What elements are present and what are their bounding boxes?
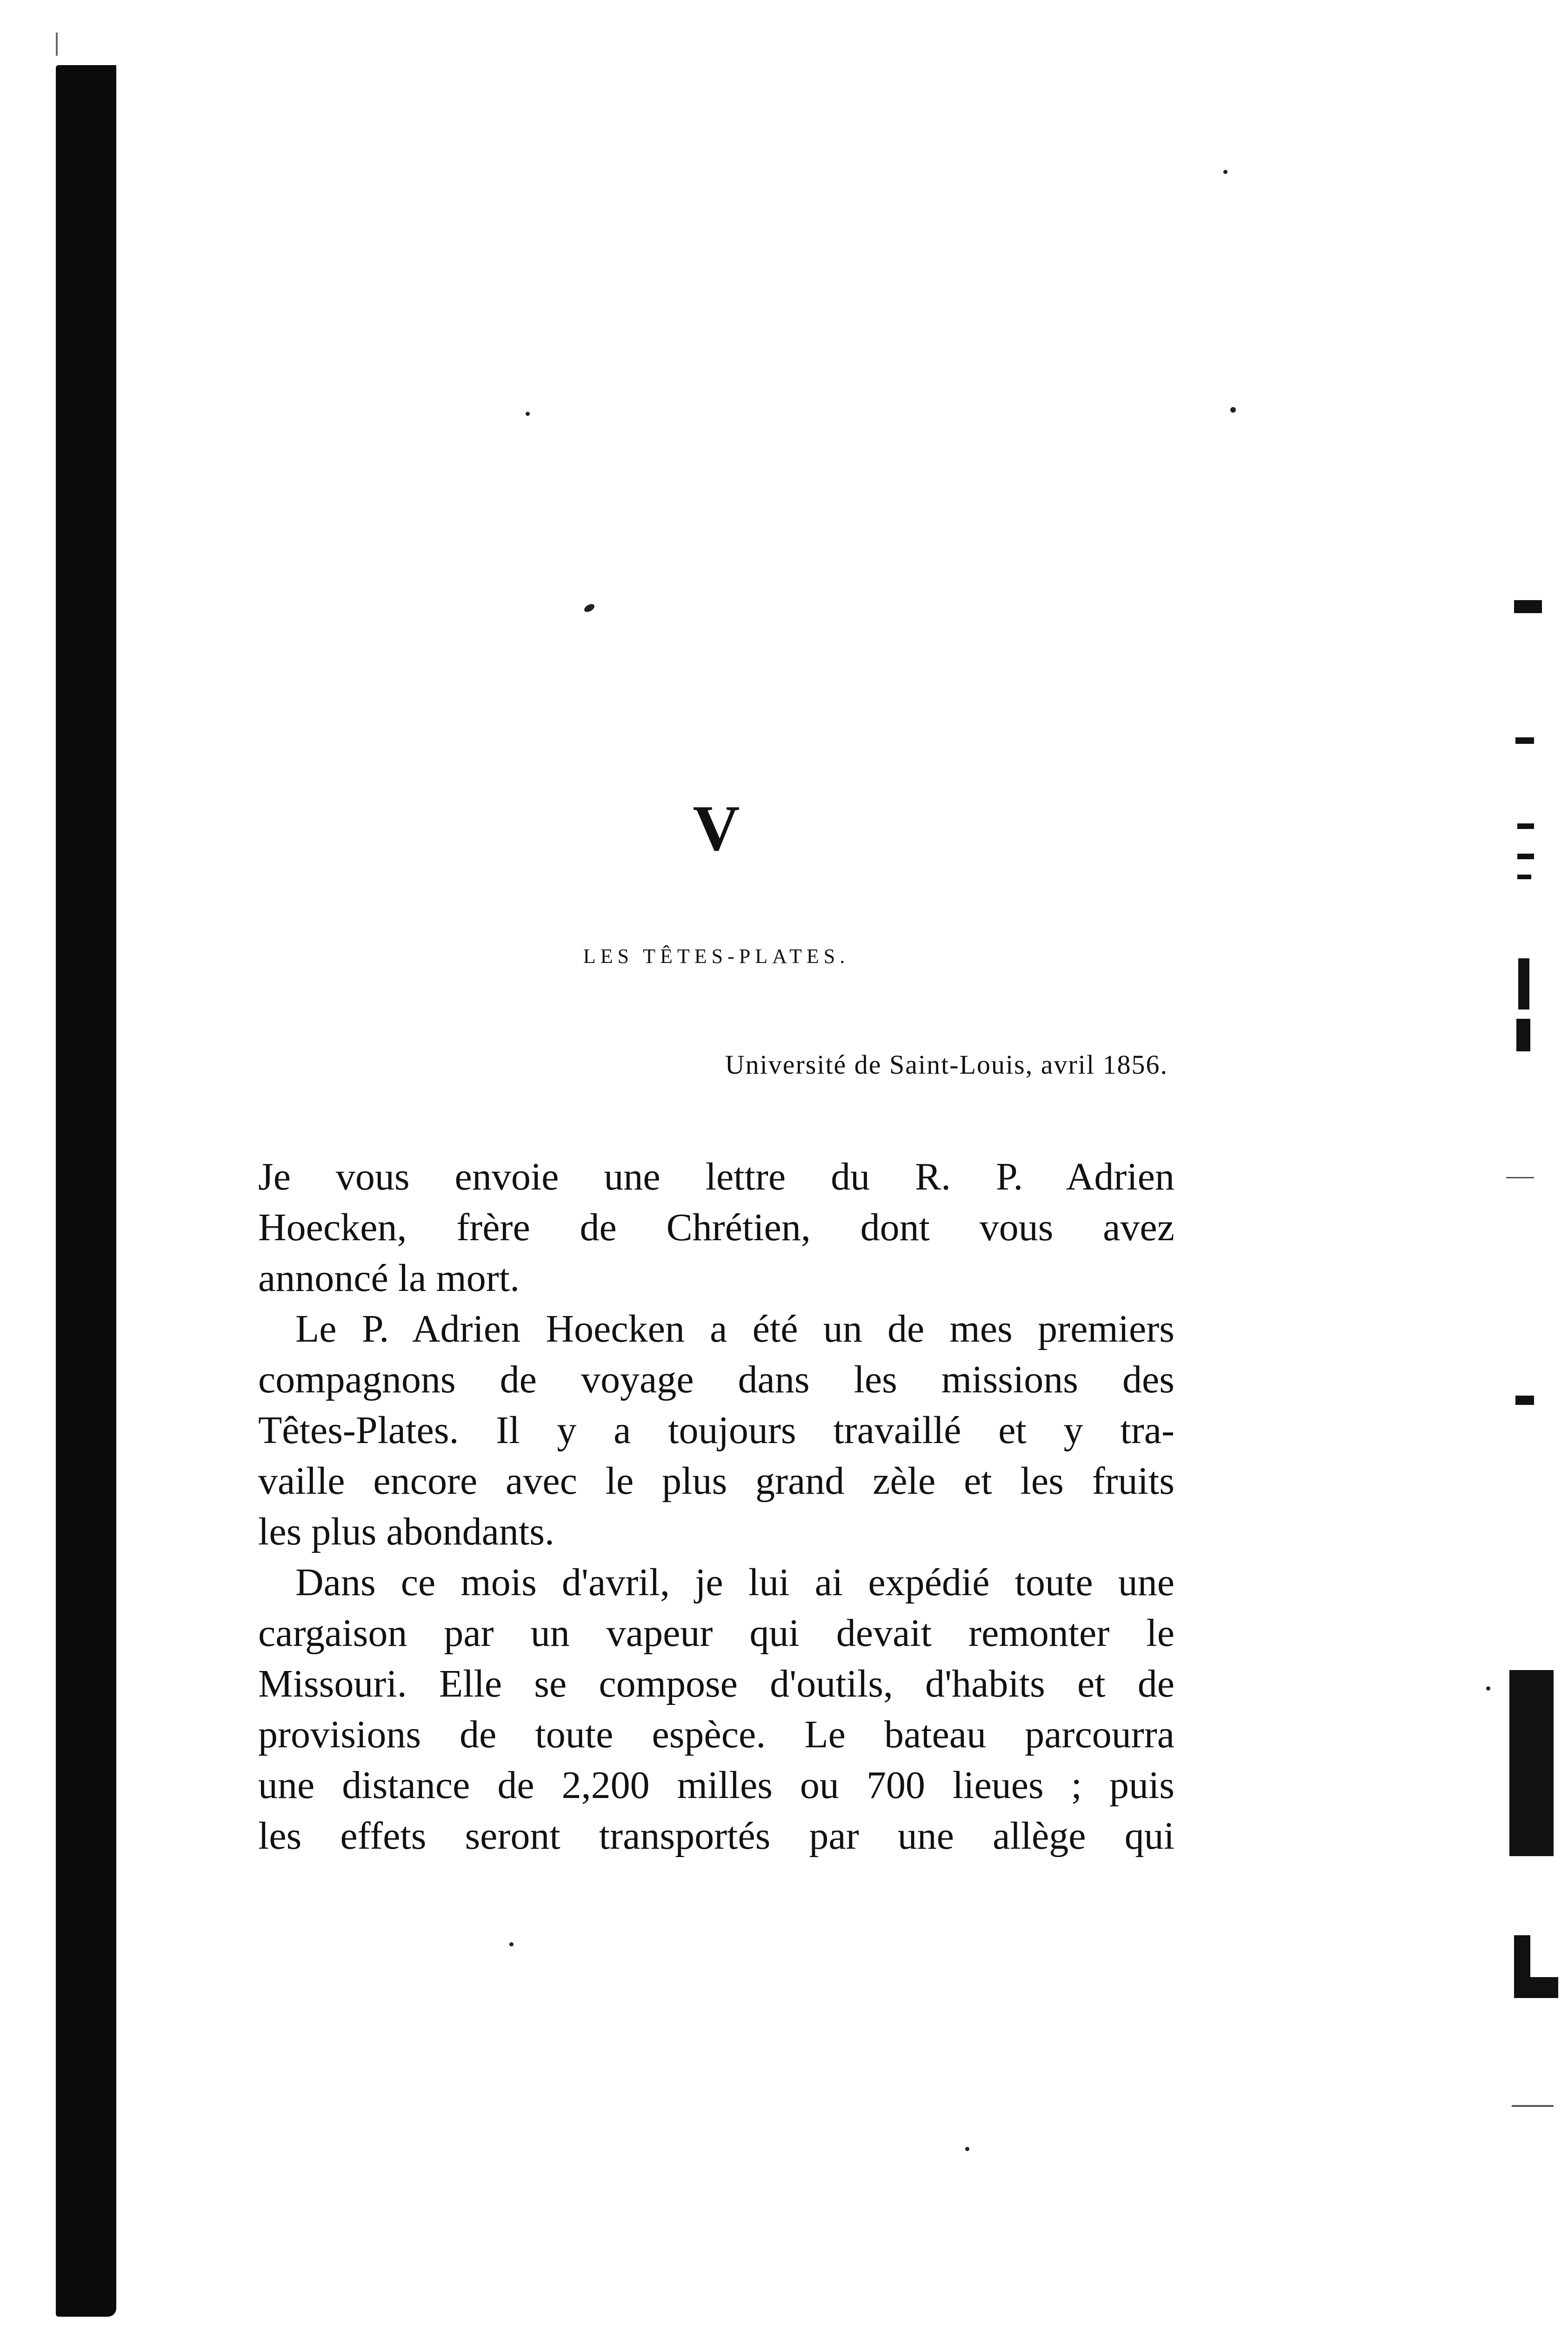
- scan-artifact: [1515, 737, 1534, 744]
- scan-speck: [583, 602, 596, 614]
- binding-edge: [56, 65, 116, 2317]
- text-line: Hoecken, frère de Chrétien, dont vous avez: [258, 1206, 1174, 1249]
- text-line: une distance de 2,200 milles ou 700 lieues ; puis: [258, 1764, 1174, 1807]
- scan-artifact: [1517, 823, 1534, 829]
- text-line: les plus abondants.: [258, 1510, 554, 1553]
- chapter-numeral: V: [693, 792, 740, 864]
- binding-edge-mark: [56, 33, 58, 56]
- text-line: Je vous envoie une lettre du R. P. Adrien: [258, 1155, 1174, 1198]
- scan-artifact: [1512, 2105, 1554, 2107]
- text-line: annoncé la mort.: [258, 1257, 520, 1300]
- text-line: provisions de toute espèce. Le bateau parcourra: [258, 1713, 1174, 1756]
- scan-speck: [526, 412, 530, 416]
- scan-speck: [1486, 1686, 1490, 1691]
- scan-artifact: [1515, 1396, 1534, 1405]
- chapter-title: LES TÊTES-PLATES.: [583, 945, 850, 968]
- text-line: compagnons de voyage dans les missions des: [258, 1358, 1174, 1401]
- scan-artifact: [1517, 875, 1531, 879]
- text-line: les effets seront transportés par une allège qui: [258, 1814, 1174, 1858]
- text-line: Têtes-Plates. Il y a toujours travaillé et y tra-: [258, 1409, 1174, 1452]
- scan-artifact: [1506, 1177, 1534, 1178]
- body-text: [258, 1151, 1174, 1861]
- text-line: Dans ce mois d'avril, je lui ai expédié toute une: [295, 1561, 1174, 1604]
- text-line: vaille encore avec le plus grand zèle et les fruits: [258, 1459, 1174, 1503]
- text-line: Le P. Adrien Hoecken a été un de mes premiers: [295, 1307, 1174, 1350]
- text-line: Missouri. Elle se compose d'outils, d'habits et de: [258, 1662, 1174, 1705]
- scan-speck: [509, 1942, 514, 1946]
- scan-speck: [1223, 170, 1228, 174]
- scan-artifact: [1514, 1977, 1558, 1998]
- scan-artifact: [1509, 1670, 1554, 1856]
- scan-artifact: [1517, 854, 1534, 859]
- paragraph: [258, 1557, 1174, 1861]
- scan-artifact: [1514, 600, 1542, 613]
- scan-speck: [1230, 407, 1236, 413]
- scan-speck: [965, 2147, 969, 2151]
- text-line: cargaison par un vapeur qui devait remonter le: [258, 1611, 1174, 1655]
- dateline: Université de Saint-Louis, avril 1856.: [725, 1049, 1168, 1080]
- scan-artifact: [1516, 1019, 1530, 1051]
- paragraph: [258, 1303, 1174, 1557]
- scan-artifact: [1518, 958, 1529, 1009]
- paragraph: [258, 1151, 1174, 1303]
